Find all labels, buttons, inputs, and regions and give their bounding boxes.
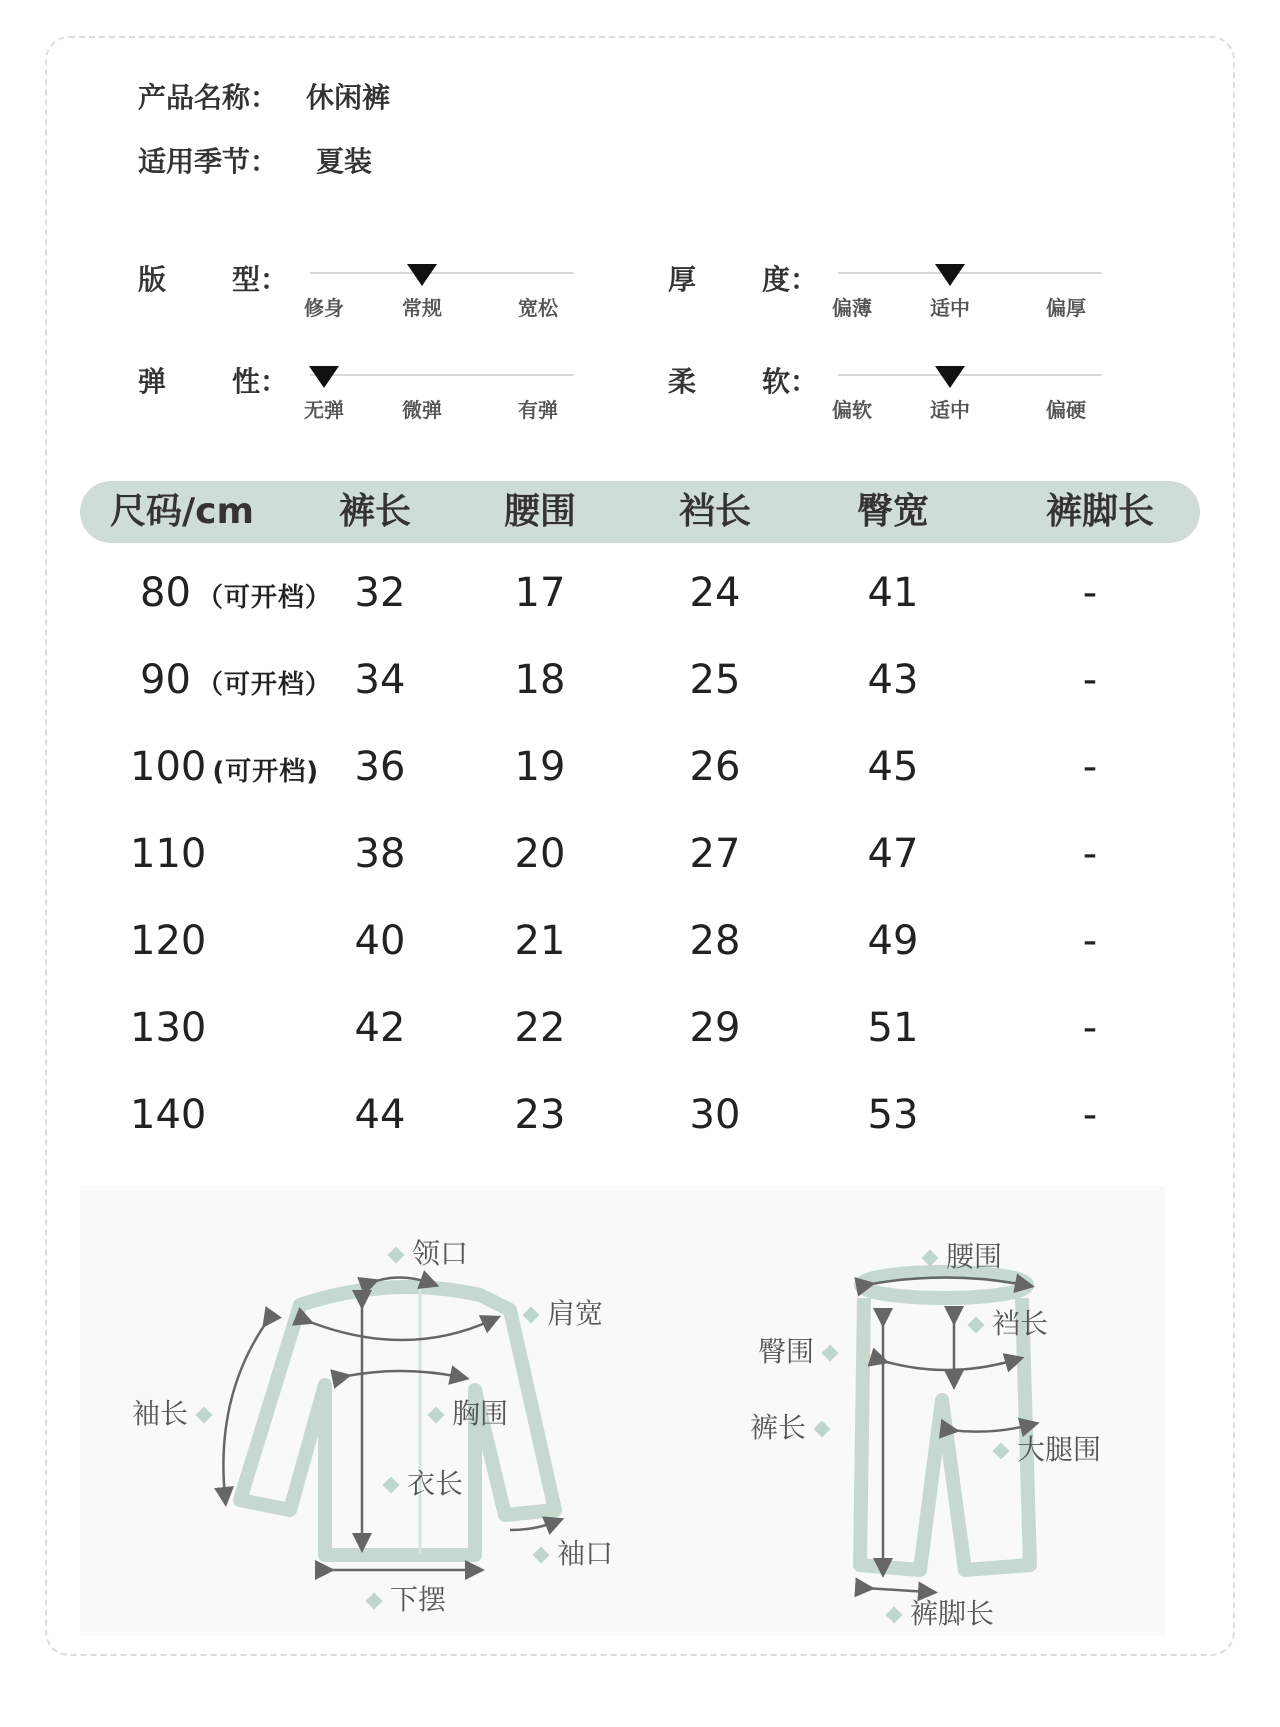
table-cell: 23 [514, 1092, 566, 1138]
scale-option: 微弹 [402, 398, 442, 422]
scale-option: 偏厚 [1046, 296, 1086, 320]
scale-label: 厚 度： [668, 263, 819, 296]
header-rise: 裆长 [678, 491, 751, 532]
table-cell: 34 [354, 657, 406, 703]
scale-option: 宽松 [518, 296, 558, 320]
scale-option: 偏硬 [1046, 398, 1086, 422]
product-name-value: 休闲裤 [306, 81, 391, 114]
table-cell: 42 [354, 1005, 406, 1051]
diamond-icon [428, 1407, 445, 1424]
table-cell: 44 [354, 1092, 406, 1138]
table-cell: 22 [514, 1005, 566, 1051]
table-cell: 47 [867, 831, 919, 877]
table-cell: 19 [514, 744, 566, 790]
table-cell: 53 [867, 1092, 919, 1138]
cell-size: 80 （可开档） [140, 570, 332, 616]
header-pants-length: 裤长 [338, 491, 411, 532]
diamond-icon [922, 1250, 939, 1267]
product-name-label: 产品名称： [138, 81, 279, 114]
table-cell: 49 [867, 918, 919, 964]
table-cell: 26 [689, 744, 741, 790]
table-cell: 24 [689, 570, 741, 616]
table-cell: 51 [867, 1005, 919, 1051]
diamond-icon [523, 1307, 540, 1324]
scale-option: 有弹 [518, 398, 558, 422]
diamond-icon [383, 1477, 400, 1494]
label-length: 裤长 [750, 1406, 838, 1446]
table-cell: 45 [867, 744, 919, 790]
header-size: 尺码/cm [110, 491, 255, 532]
season-label: 适用季节： [138, 145, 279, 178]
diamond-icon [196, 1407, 213, 1424]
label-body-length: 衣长 [375, 1462, 463, 1502]
diamond-icon [533, 1547, 550, 1564]
label-collar: 领口 [380, 1232, 468, 1272]
table-cell: - [1082, 1005, 1098, 1051]
diamond-icon [993, 1443, 1010, 1460]
table-cell: 27 [689, 831, 741, 877]
table-cell: 21 [514, 918, 566, 964]
scale-label: 柔 软： [668, 365, 819, 398]
diamond-icon [822, 1345, 839, 1362]
table-cell: 25 [689, 657, 741, 703]
table-cell: 29 [689, 1005, 741, 1051]
table-cell: 20 [514, 831, 566, 877]
cell-size: 100 (可开档) [130, 744, 320, 790]
table-cell: 40 [354, 918, 406, 964]
diamond-icon [968, 1317, 985, 1334]
table-cell: 28 [689, 918, 741, 964]
label-waist: 腰围 [914, 1235, 1002, 1275]
scale-option: 常规 [402, 296, 442, 320]
table-cell: - [1082, 744, 1098, 790]
label-cuff: 袖口 [525, 1532, 613, 1572]
cell-size: 130 [130, 1005, 207, 1051]
label-sleeve-length: 袖长 [132, 1392, 220, 1432]
label-hip: 臀围 [758, 1330, 846, 1370]
scale-option: 修身 [304, 296, 344, 320]
cell-size: 110 [130, 831, 207, 877]
table-cell: - [1082, 1092, 1098, 1138]
label-shoulder: 肩宽 [515, 1292, 603, 1332]
table-cell: 43 [867, 657, 919, 703]
diamond-icon [814, 1421, 831, 1438]
table-cell: 41 [867, 570, 919, 616]
label-hem: 下摆 [358, 1578, 446, 1618]
cell-size: 120 [130, 918, 207, 964]
header-waist: 腰围 [503, 491, 576, 532]
table-cell: - [1082, 831, 1098, 877]
diamond-icon [366, 1593, 383, 1610]
header-hip-width: 臀宽 [856, 491, 929, 532]
label-rise: 裆长 [960, 1302, 1048, 1342]
scale-label: 弹 性： [138, 365, 289, 398]
header-leg-opening: 裤脚长 [1045, 491, 1154, 532]
label-chest: 胸围 [420, 1392, 508, 1432]
cell-size: 90 （可开档） [140, 657, 332, 703]
scale-label: 版 型： [138, 263, 289, 296]
cell-size: 140 [130, 1092, 207, 1138]
table-cell: 38 [354, 831, 406, 877]
table-cell: - [1082, 570, 1098, 616]
table-cell: 18 [514, 657, 566, 703]
table-cell: 32 [354, 570, 406, 616]
scale-option: 偏薄 [832, 296, 872, 320]
table-cell: - [1082, 657, 1098, 703]
table-cell: - [1082, 918, 1098, 964]
label-thigh: 大腿围 [985, 1428, 1101, 1468]
diamond-icon [886, 1607, 903, 1624]
season-value: 夏装 [316, 145, 373, 178]
scale-option: 无弹 [304, 398, 344, 422]
label-leg-opening: 裤脚长 [878, 1592, 994, 1632]
scale-option: 偏软 [832, 398, 872, 422]
scale-option: 适中 [930, 296, 970, 320]
scale-option: 适中 [930, 398, 970, 422]
table-cell: 17 [514, 570, 566, 616]
table-cell: 36 [354, 744, 406, 790]
diamond-icon [388, 1247, 405, 1264]
table-cell: 30 [689, 1092, 741, 1138]
